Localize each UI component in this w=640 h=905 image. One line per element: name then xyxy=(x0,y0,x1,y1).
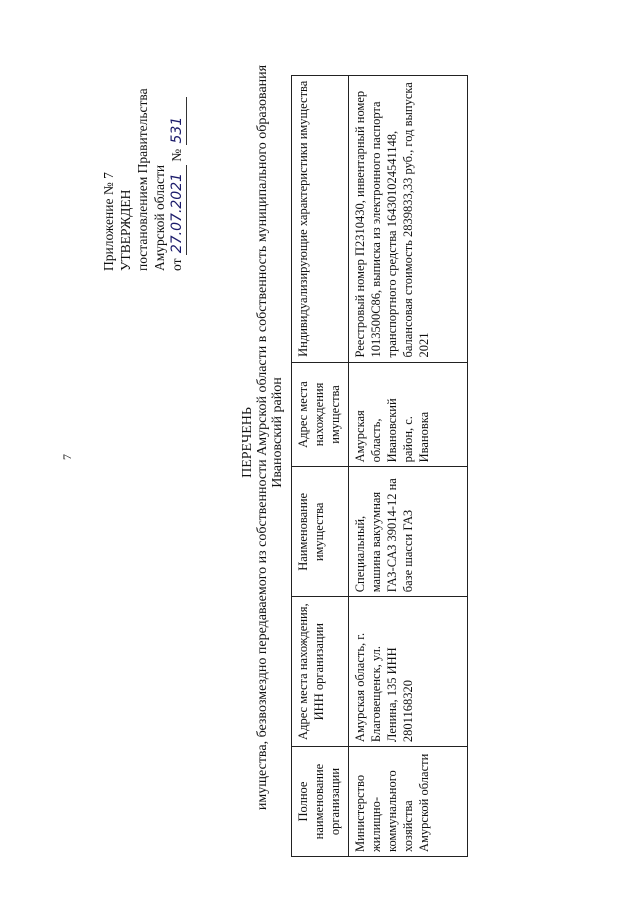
approved-label: УТВЕРЖДЕН xyxy=(118,189,133,271)
property-table xyxy=(291,75,468,857)
header-organization-name: Полное наименование организации xyxy=(292,747,349,857)
header-property-address: Адрес места нахождения имущества xyxy=(292,362,349,467)
table-row xyxy=(349,76,468,857)
cell-organization-name: Министерство жилищно-коммунального хозяйства Амурской области xyxy=(349,747,468,857)
date-prefix: от xyxy=(169,258,184,271)
title-subtitle: имущества, безвозмездно передаваемого из собственности Амурской области в собственность муниципального образования xyxy=(255,64,270,811)
handwritten-number: 531 xyxy=(169,98,187,146)
title-district: Ивановский район xyxy=(270,377,285,488)
region-label: Амурской области xyxy=(152,164,167,271)
header-property-name: Наименование имущества xyxy=(292,467,349,597)
cell-property-characteristics: Реестровый номер П2310430, инвентарный номер 1013500С86, выписка из электронного паспорта транспортного средства 164301024541148, балансовая стоимость 2839833,33 руб., год выпуска 2021 xyxy=(349,76,468,363)
header-property-characteristics: Индивидуализирующие характеристики имущества xyxy=(292,76,349,363)
table-header-row xyxy=(292,76,349,857)
number-sign: № xyxy=(169,148,184,162)
handwritten-date: 27.07.2021 xyxy=(169,165,187,255)
header-organization-address: Адрес места нахождения, ИНН организации xyxy=(292,597,349,747)
appendix-label: Приложение № 7 xyxy=(101,172,116,271)
resolution-label: постановлением Правительства xyxy=(135,88,150,271)
title-heading: ПЕРЕЧЕНЬ xyxy=(240,407,255,478)
cell-organization-address: Амурская область, г. Благовещенск, ул. Ленина, 135 ИНН 2801168320 xyxy=(349,597,468,747)
cell-property-address: Амурская область, Ивановский район, с. Ивановка xyxy=(349,362,468,467)
approval-stamp xyxy=(100,88,187,271)
approval-date-line xyxy=(168,88,187,271)
page-number: 7 xyxy=(60,454,74,460)
cell-property-name: Специальный, машина вакуумная ГАЗ-САЗ 39014-12 на базе шасси ГАЗ xyxy=(349,467,468,597)
document-title xyxy=(240,0,285,905)
